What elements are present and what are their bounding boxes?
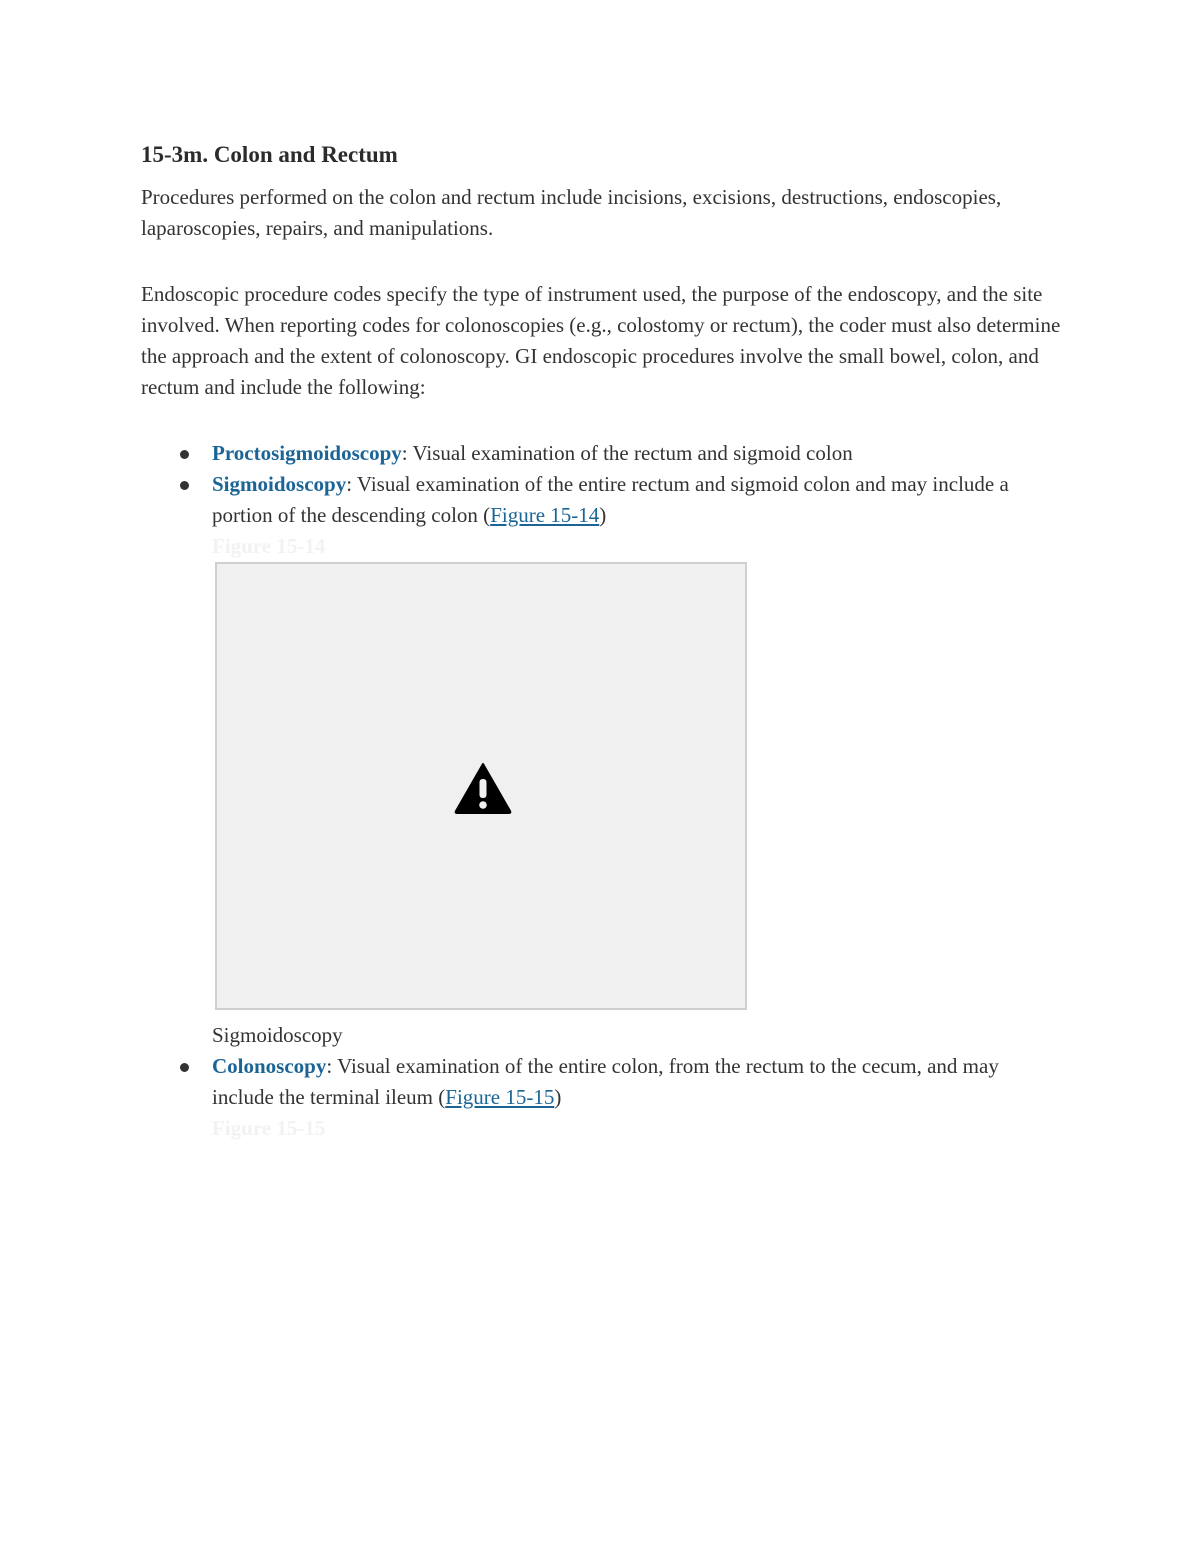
intro-paragraph: Procedures performed on the colon and rectum include incisions, excisions, destructions, endoscopies, laparoscopies, repairs, and manipulations. xyxy=(141,185,1002,240)
figure-label: Figure 15-15 xyxy=(212,1116,326,1140)
figure-15-15-link[interactable]: Figure 15-15 xyxy=(445,1085,555,1109)
figure-placeholder xyxy=(215,562,747,1010)
list-item xyxy=(141,438,1061,469)
term-proctosigmoidoscopy: Proctosigmoidoscopy xyxy=(212,441,402,465)
term-colonoscopy: Colonoscopy xyxy=(212,1054,327,1078)
item-description: : Visual examination of the entire colon, from the rectum to the cecum, and may include the terminal ileum ( xyxy=(212,1054,999,1109)
section-heading: 15-3m. Colon and Rectum xyxy=(141,142,398,167)
bullet-icon xyxy=(180,481,189,490)
document-page xyxy=(141,140,1061,1144)
figure-caption: Sigmoidoscopy xyxy=(212,1023,343,1047)
item-close-paren: ) xyxy=(554,1085,562,1109)
figure-15-14-link[interactable]: Figure 15-14 xyxy=(490,503,600,527)
procedure-list xyxy=(141,438,1061,1144)
item-description: : Visual examination of the entire rectum and sigmoid colon and may include a portion of the descending colon ( xyxy=(212,472,1009,527)
term-sigmoidoscopy: Sigmoidoscopy xyxy=(212,472,347,496)
figure-label: Figure 15-14 xyxy=(212,534,326,558)
list-item xyxy=(141,1051,1061,1144)
list-item xyxy=(141,469,1061,1051)
bullet-icon xyxy=(180,1063,189,1072)
item-description: : Visual examination of the rectum and sigmoid colon xyxy=(401,441,853,465)
bullet-icon xyxy=(180,450,189,459)
warning-icon xyxy=(454,762,512,814)
endoscopic-paragraph: Endoscopic procedure codes specify the type of instrument used, the purpose of the endoscopy, and the site involved. When reporting codes for colonoscopies (e.g., colostomy or rectum), the coder must also determine the approach and the extent of colonoscopy. GI endoscopic procedures involve the small bowel, colon, and rectum and include the following: xyxy=(141,282,1061,399)
item-close-paren: ) xyxy=(599,503,607,527)
